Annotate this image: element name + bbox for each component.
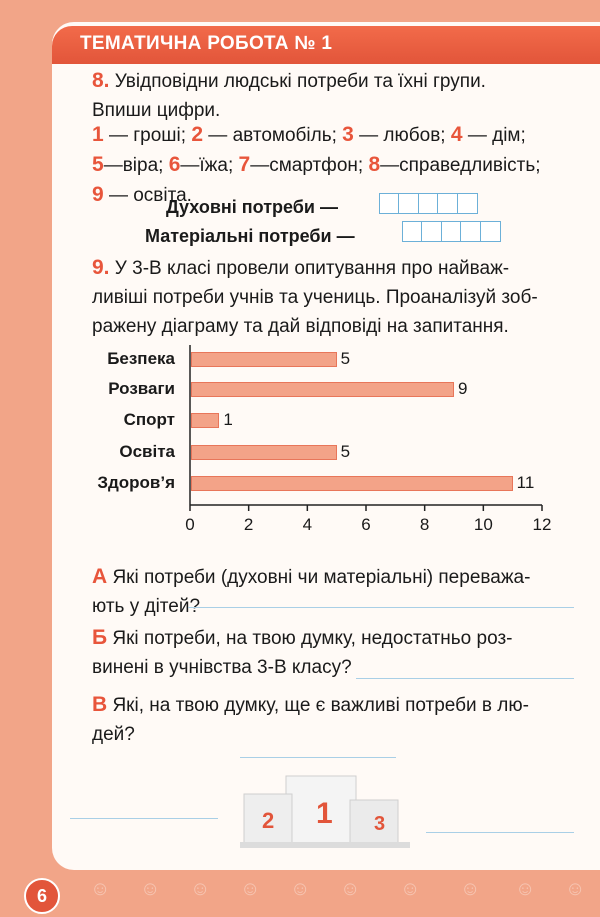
question-c (92, 690, 582, 749)
question-c-line2: дей? (92, 724, 135, 745)
bar-value-label: 5 (340, 349, 351, 368)
item-number: 3 (342, 123, 354, 146)
item-text: — освіта. (103, 185, 192, 206)
item-text: —справедливість; (380, 155, 541, 176)
answer-box[interactable] (437, 193, 458, 214)
answer-box[interactable] (480, 221, 501, 242)
category-label: Розваги (108, 379, 175, 398)
question-a-letter: А (92, 565, 108, 588)
task-8-prompt (92, 66, 582, 125)
x-tick-label: 10 (473, 515, 493, 534)
question-c-line1: Які, на твою думку, ще є важливі потреби в лю- (112, 695, 529, 716)
material-needs-label: Матеріальні потреби — (145, 226, 355, 246)
task-9-number: 9. (92, 256, 110, 279)
podium-second: 2 (262, 808, 275, 833)
answer-box[interactable] (421, 221, 442, 242)
question-a-line1: Які потреби (духовні чи матеріальні) переважа- (112, 567, 531, 588)
podium-first: 1 (316, 797, 333, 830)
category-label: Здоров’я (97, 473, 175, 492)
answer-box[interactable] (441, 221, 462, 242)
x-tick-label: 8 (419, 515, 430, 534)
child-icon: ☺ (400, 878, 421, 900)
question-a-line2: ють у дітей? (92, 596, 201, 617)
podium-third: 3 (374, 813, 386, 835)
child-icon: ☺ (290, 878, 311, 900)
item-number: 6 (168, 153, 181, 176)
question-a (92, 562, 582, 621)
page-title: ТЕМАТИЧНА РОБОТА № 1 (80, 33, 333, 54)
x-tick-label: 6 (361, 515, 371, 534)
category-label: Спорт (123, 410, 175, 429)
question-b-line1: Які потреби, на твою думку, недостатньо роз- (112, 628, 513, 649)
task-9-line1: У 3-В класі провели опитування про найваж- (114, 258, 510, 279)
answer-line-c1[interactable] (240, 757, 396, 758)
answer-box[interactable] (398, 193, 419, 214)
item-text: —їжа; (180, 155, 239, 176)
answer-line-c3[interactable] (426, 832, 574, 833)
bar-value-label: 11 (516, 473, 535, 492)
item-text: — любов; (353, 125, 451, 146)
x-tick-label: 0 (185, 515, 195, 534)
item-number: 8 (368, 153, 381, 176)
child-icon: ☺ (240, 878, 261, 900)
answer-line-c2[interactable] (70, 818, 218, 819)
question-c-letter: В (92, 693, 108, 716)
child-icon: ☺ (515, 878, 536, 900)
child-icon: ☺ (140, 878, 161, 900)
spiritual-needs-boxes[interactable] (380, 193, 478, 214)
child-icon: ☺ (190, 878, 211, 900)
category-label: Безпека (107, 349, 175, 368)
bar (191, 413, 219, 428)
item-text: —віра; (103, 155, 169, 176)
bar (191, 352, 337, 367)
answer-box[interactable] (460, 221, 481, 242)
item-number: 1 (92, 123, 104, 146)
task-8-number: 8. (92, 69, 110, 92)
x-tick-label: 4 (302, 515, 313, 534)
task-8-line2: Впиши цифри. (92, 100, 221, 121)
bar-value-label: 9 (458, 379, 468, 398)
task-9-prompt (92, 253, 582, 341)
item-number: 9 (92, 183, 104, 206)
answer-line-a[interactable] (188, 607, 574, 608)
bar (191, 476, 513, 491)
item-text: — автомобіль; (203, 125, 343, 146)
material-needs-boxes[interactable] (403, 221, 501, 242)
bar-value-label: 1 (223, 410, 233, 429)
item-number: 2 (191, 123, 204, 146)
question-b-line2: винені в учнівства 3-В класу? (92, 657, 352, 678)
item-number: 5 (92, 153, 104, 176)
x-tick-label: 12 (532, 515, 552, 534)
child-icon: ☺ (460, 878, 481, 900)
spiritual-needs-label: Духовні потреби — (166, 197, 338, 217)
bar (191, 445, 337, 460)
answer-box[interactable] (379, 193, 400, 214)
x-tick-label: 2 (243, 515, 254, 534)
bar (191, 382, 454, 397)
child-icon: ☺ (90, 878, 111, 900)
bar-value-label: 5 (340, 442, 351, 461)
task-8-line1: Увідповідни людські потреби та їхні групи. (114, 71, 486, 92)
answer-box[interactable] (457, 193, 478, 214)
answer-line-b[interactable] (356, 678, 574, 679)
item-text: — дім; (462, 125, 526, 146)
task-9-line2: ливіші потреби учнів та учениць. Проаналізуй зоб- (92, 287, 538, 308)
question-b (92, 623, 582, 682)
page-number: 6 (24, 878, 60, 914)
item-text: —смартфон; (250, 155, 369, 176)
answer-box[interactable] (402, 221, 423, 242)
question-b-letter: Б (92, 626, 108, 649)
category-label: Освіта (119, 442, 175, 461)
child-icon: ☺ (565, 878, 586, 900)
item-number: 4 (450, 123, 463, 146)
item-number: 7 (238, 153, 251, 176)
child-icon: ☺ (340, 878, 361, 900)
item-text: — гроші; (103, 125, 192, 146)
answer-box[interactable] (418, 193, 439, 214)
task-9-line3: ражену діаграму та дай відповіді на запитання. (92, 316, 509, 337)
